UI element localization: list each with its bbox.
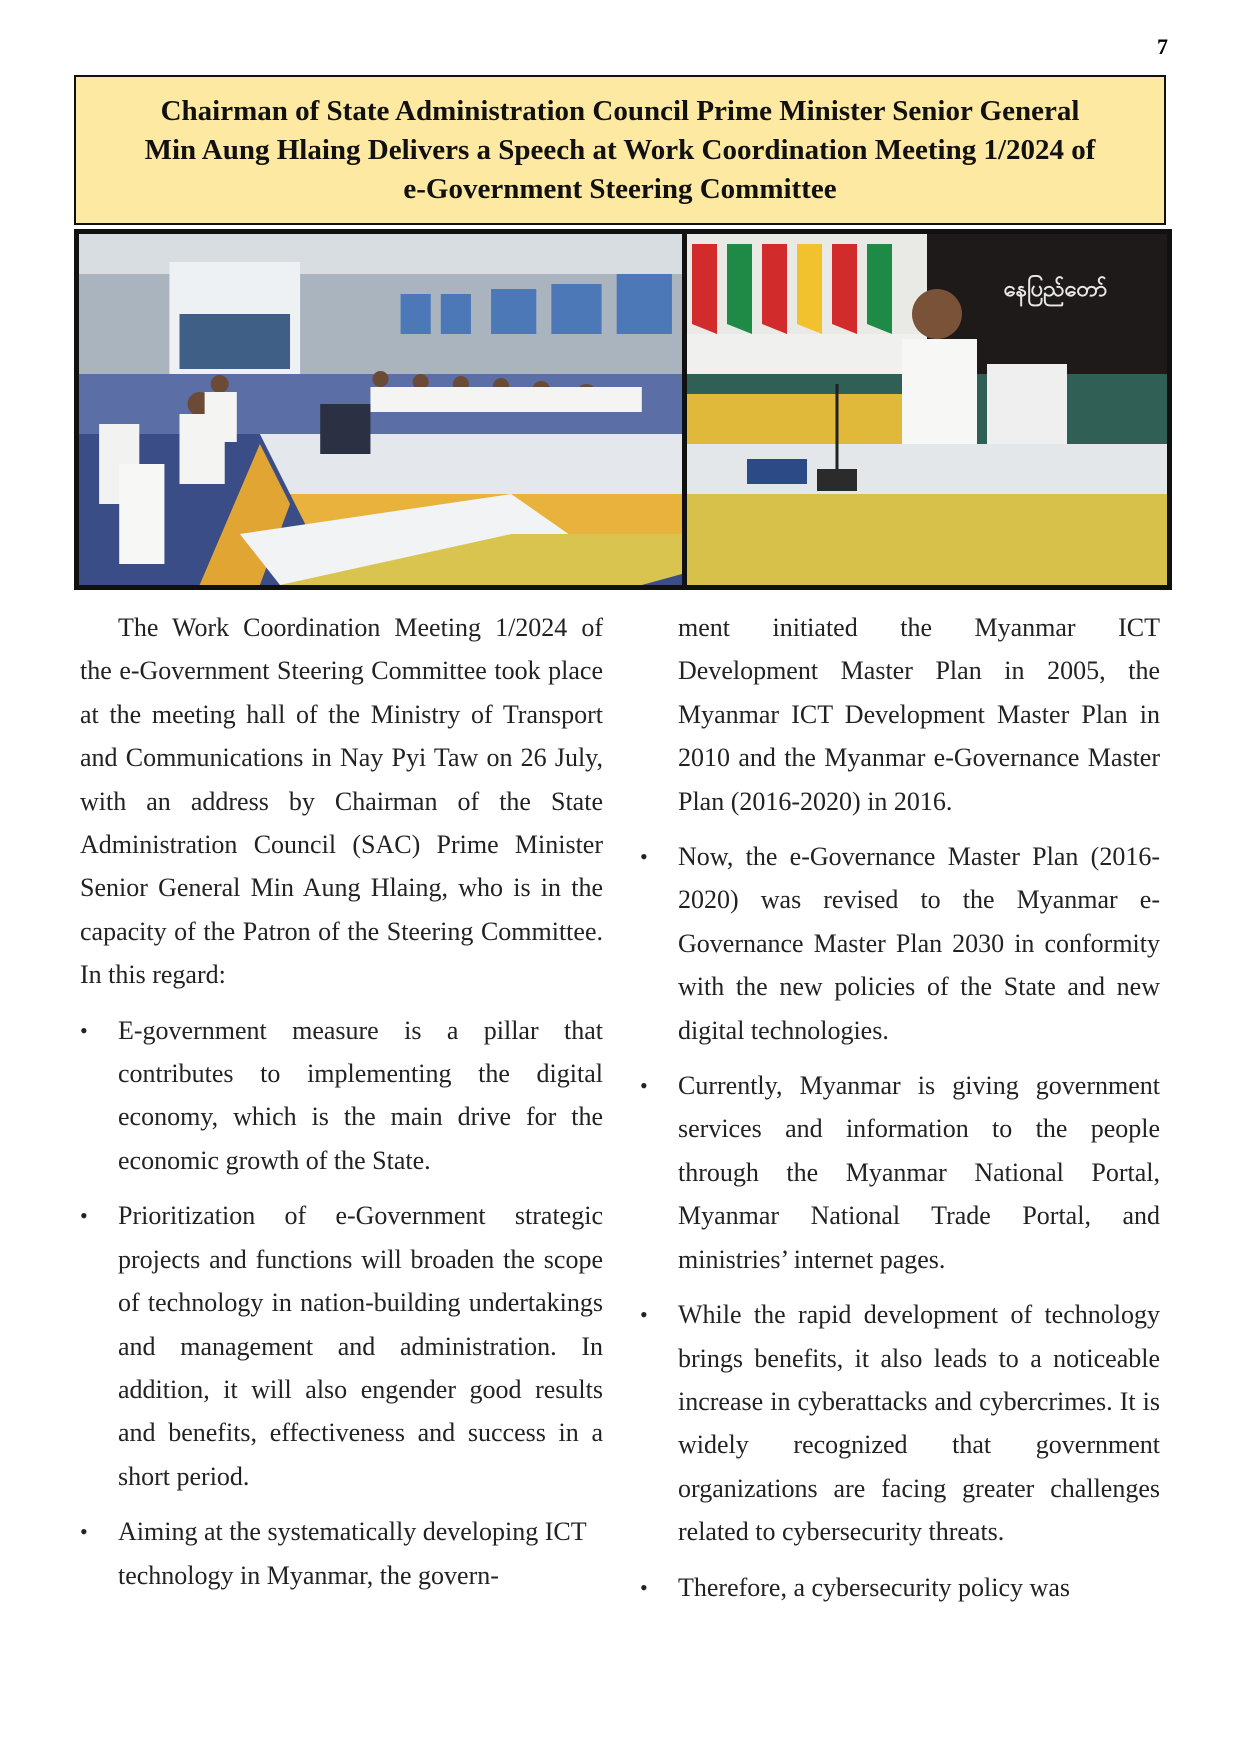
list-item-text: Therefore, a cybersecurity policy was [678,1572,1070,1602]
bullet-glyph: • [80,1203,88,1229]
bullet-glyph: • [640,1073,648,1099]
list-item [640,1566,1160,1609]
list-item-text: Currently, Myanmar is giving government services and information to the people through the Myanmar National Portal, Myanmar National Trade Portal, and ministries’ internet pages. [678,1071,1160,1274]
bullet-glyph: • [640,1302,648,1328]
list-item [80,1194,603,1498]
list-item [80,1510,603,1597]
list-item [80,1009,603,1183]
continued-paragraph: ment initiated the Myanmar ICT Development Master Plan in 2005, the Myanmar ICT Development Master Plan in 2010 and the Myanmar e-Governance Master Plan (2016-2020) in 2016. [678,613,1160,816]
bullet-glyph: • [640,844,648,870]
photo-strip [74,229,1172,590]
bullet-glyph: • [80,1017,88,1043]
article-column-left [80,606,603,1609]
watermark-text: နေပြည်တော် [1003,277,1107,302]
speaker-photo [687,234,1167,585]
list-item-text: Now, the e-Governance Master Plan (2016-2020) was revised to the Myanmar e-Governance Master Plan 2030 in conformity with the new policies of the State and new digital technologies. [678,842,1160,1045]
list-item-text: E-government measure is a pillar that contributes to implementing the digital economy, which is the main drive for the economic growth of the State. [118,1015,603,1175]
list-item [640,1064,1160,1281]
headline-line-2: Min Aung Hlaing Delivers a Speech at Work Coordination Meeting 1/2024 of [144,133,1096,166]
list-item-text: Prioritization of e-Government strategic projects and functions will broaden the scope of technology in nation-building undertakings and management and administration. In addition, it will also engender good results and benefits, effectiveness and success in a short period. [118,1201,603,1491]
headline-box [74,75,1166,225]
meeting-hall-photo [79,234,682,585]
headline-line-3: e-Government Steering Committee [403,172,837,205]
headline-line-1: Chairman of State Administration Council Prime Minister Senior General [160,94,1080,127]
list-item-text: While the rapid development of technology brings benefits, it also leads to a noticeable increase in cyberattacks and cybercrimes. It is widely recognized that government organizations are facing greater challenges related to cybersecurity threats. [678,1300,1160,1547]
bullet-glyph: • [80,1519,88,1545]
list-item [640,1293,1160,1553]
list-item [640,835,1160,1052]
intro-paragraph: The Work Coordination Meeting 1/2024 of the e-Government Steering Committee took place at the meeting hall of the Ministry of Transport and Communications in Nay Pyi Taw on 26 July, with an address by Chairman of the State Administration Council (SAC) Prime Minister Senior General Min Aung Hlaing, who is in the capacity of the Patron of the Steering Committee. In this regard: [80,613,603,990]
bullet-glyph: • [640,1574,648,1600]
article-column-right [640,606,1160,1621]
page-number: 7 [1157,34,1168,59]
list-item-text: Aiming at the systematically developing ICT technology in Myanmar, the govern- [118,1517,587,1590]
